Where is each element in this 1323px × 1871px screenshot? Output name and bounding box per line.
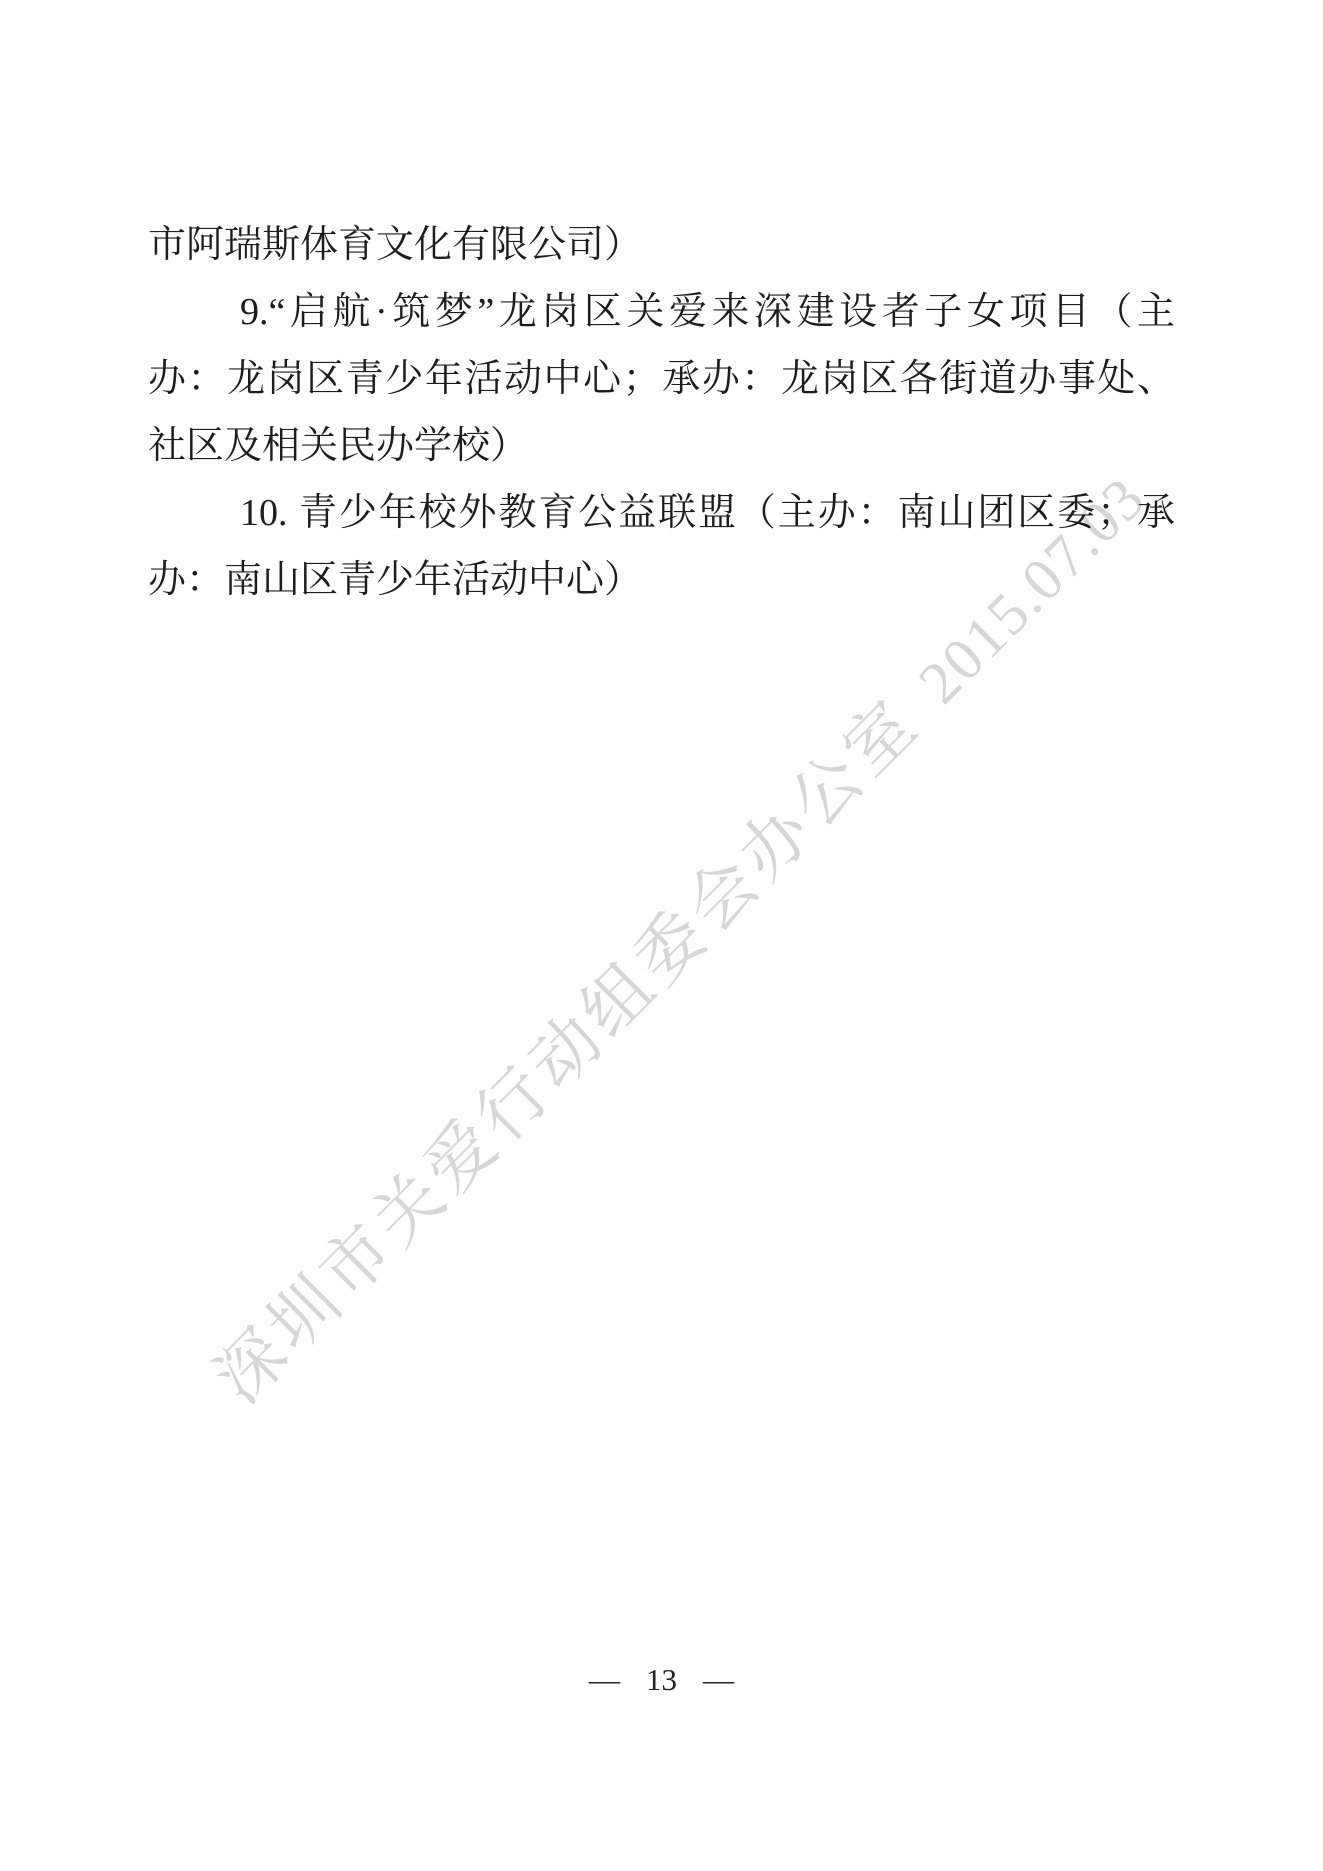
- body-line-6: 办：南山区青少年活动中心）: [148, 559, 643, 601]
- page-footer: [0, 1660, 1323, 1700]
- body-line-4: 社区及相关民办学校）: [148, 425, 529, 467]
- document-body: [148, 212, 1175, 614]
- watermark-text: 深圳市关爱行动组委会办公室: [200, 683, 935, 1418]
- page-number: 13: [646, 1662, 677, 1697]
- footer-left-dash: —: [589, 1662, 620, 1697]
- body-line-3: 办：龙岗区青少年活动中心；承办：龙岗区各街道办事处、: [148, 358, 1175, 400]
- watermark-date: 2015.07.03: [906, 464, 1158, 716]
- body-line-5-item-10: 10. 青少年校外教育公益联盟（主办：南山团区委；承: [240, 492, 1175, 534]
- body-line-1: 市阿瑞斯体育文化有限公司）: [148, 224, 643, 266]
- body-line-2-item-9: 9.“启航·筑梦”龙岗区关爱来深建设者子女项目（主: [240, 291, 1175, 333]
- footer-right-dash: —: [703, 1662, 734, 1697]
